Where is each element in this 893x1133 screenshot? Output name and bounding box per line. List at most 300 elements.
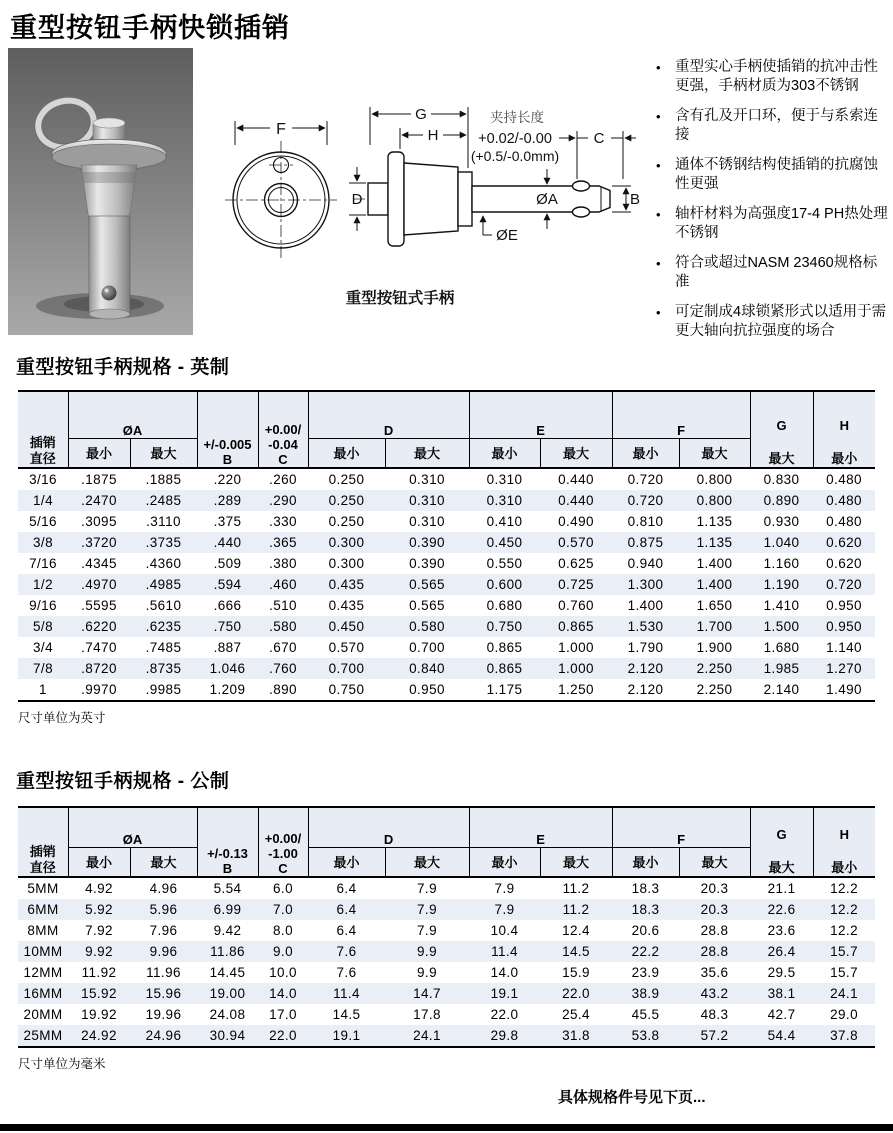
value-cell: 29.5 xyxy=(767,965,796,980)
value-cell: 14.7 xyxy=(413,986,441,1001)
spec-row xyxy=(18,490,875,511)
subheader-oa-min: 最小 xyxy=(68,847,130,877)
value-cell: 1.680 xyxy=(763,640,800,655)
value-cell: 42.7 xyxy=(767,1007,796,1022)
value-cell: 19.96 xyxy=(145,1007,182,1022)
pin-diameter-cell: 5/8 xyxy=(33,619,53,634)
value-cell: 0.570 xyxy=(328,640,365,655)
bullet-dot-icon: • xyxy=(656,256,661,271)
spec-row xyxy=(18,679,875,701)
bullet-text: 轴杆材料为高强度17-4 PH热处理不锈钢 xyxy=(675,206,888,241)
spec-row xyxy=(18,983,875,1004)
value-cell: .6235 xyxy=(145,619,182,634)
value-cell: 2.120 xyxy=(627,661,664,676)
value-cell: 1.300 xyxy=(627,577,664,592)
feature-bullet xyxy=(656,254,890,292)
metric-section-title: 重型按钮手柄规格 - 公制 xyxy=(16,771,230,792)
value-cell: 1.985 xyxy=(763,661,800,676)
value-cell: .4985 xyxy=(145,577,182,592)
value-cell: 0.800 xyxy=(696,493,733,508)
value-cell: 0.310 xyxy=(486,493,523,508)
pin-diameter-cell: 8MM xyxy=(27,923,59,938)
subheader-d-max: 最大 xyxy=(385,847,469,877)
value-cell: 0.435 xyxy=(328,598,365,613)
value-cell: 0.310 xyxy=(409,472,445,487)
value-cell: 20.6 xyxy=(631,923,660,938)
clamp-length-label: 夹持长度 xyxy=(490,110,544,125)
value-cell: 9.9 xyxy=(417,944,437,959)
value-cell: 0.680 xyxy=(486,598,523,613)
value-cell: 9.42 xyxy=(213,923,242,938)
pin-diameter-cell: 16MM xyxy=(23,986,63,1001)
spec-row xyxy=(18,658,875,679)
col-header-f: F xyxy=(612,807,750,847)
metric-unit-note: 尺寸单位为毫米 xyxy=(18,1057,106,1071)
value-cell: 11.4 xyxy=(491,944,518,959)
col-header-d: D xyxy=(308,807,469,847)
value-cell: 0.950 xyxy=(826,619,862,634)
spec-row xyxy=(18,616,875,637)
imperial-unit-note: 尺寸单位为英寸 xyxy=(18,711,106,725)
value-cell: 1.209 xyxy=(209,682,246,697)
bullet-dot-icon: • xyxy=(656,60,661,75)
value-cell: 0.720 xyxy=(627,493,664,508)
value-cell: 43.2 xyxy=(700,986,729,1001)
value-cell: 53.8 xyxy=(631,1028,660,1043)
value-cell: 9.96 xyxy=(149,944,178,959)
value-cell: .1875 xyxy=(81,472,117,487)
value-cell: 28.8 xyxy=(700,923,729,938)
value-cell: .4345 xyxy=(81,556,117,571)
value-cell: .365 xyxy=(269,535,297,550)
value-cell: .509 xyxy=(213,556,242,571)
subheader-oa-max: 最大 xyxy=(130,438,197,468)
bullet-text: 可定制成4球锁紧形式以适用于需更大轴向抗拉强度的场合 xyxy=(675,304,887,339)
value-cell: 24.96 xyxy=(145,1028,182,1043)
value-cell: 0.700 xyxy=(328,661,365,676)
value-cell: 20.3 xyxy=(700,881,729,896)
value-cell: 17.0 xyxy=(269,1007,297,1022)
pin-diameter-cell: 25MM xyxy=(23,1028,63,1043)
value-cell: 1.400 xyxy=(696,556,733,571)
value-cell: 0.865 xyxy=(486,640,523,655)
value-cell: 15.9 xyxy=(562,965,590,980)
spec-row xyxy=(18,511,875,532)
value-cell: 38.1 xyxy=(767,986,796,1001)
pin-diameter-cell: 6MM xyxy=(27,902,59,917)
value-cell: .9985 xyxy=(145,682,182,697)
value-cell: .3095 xyxy=(81,514,117,529)
value-cell: .440 xyxy=(213,535,242,550)
value-cell: 0.810 xyxy=(627,514,664,529)
dim-label-oa: ØA xyxy=(536,191,558,208)
subheader-e-max: 最大 xyxy=(540,847,612,877)
value-cell: 1.500 xyxy=(763,619,800,634)
col-header-e: E xyxy=(469,391,612,438)
value-cell: .6220 xyxy=(81,619,117,634)
dim-label-d: D xyxy=(351,191,363,208)
spec-row xyxy=(18,595,875,616)
value-cell: 1.410 xyxy=(763,598,800,613)
pin-diameter-cell: 7/16 xyxy=(29,556,57,571)
col-header-b: +/-0.005 B xyxy=(197,391,258,468)
value-cell: 7.9 xyxy=(417,923,437,938)
value-cell: 1.175 xyxy=(486,682,523,697)
subheader-e-min: 最小 xyxy=(469,438,540,468)
value-cell: 0.725 xyxy=(558,577,594,592)
spec-row xyxy=(18,877,875,899)
value-cell: 0.890 xyxy=(763,493,800,508)
value-cell: 7.0 xyxy=(273,902,293,917)
col-header-pin-diameter: 插销 直径 xyxy=(18,391,68,468)
value-cell: 19.00 xyxy=(209,986,246,1001)
value-cell: .510 xyxy=(269,598,297,613)
side-view xyxy=(368,152,610,246)
value-cell: .375 xyxy=(213,514,242,529)
value-cell: 0.620 xyxy=(826,535,862,550)
value-cell: .887 xyxy=(213,640,242,655)
value-cell: 24.08 xyxy=(209,1007,246,1022)
metric-spec-table xyxy=(18,806,875,1048)
value-cell: 48.3 xyxy=(700,1007,729,1022)
value-cell: 15.7 xyxy=(830,965,858,980)
technical-drawing xyxy=(195,95,665,310)
value-cell: 15.92 xyxy=(81,986,117,1001)
subheader-f-min: 最小 xyxy=(612,438,679,468)
bullet-dot-icon: • xyxy=(656,207,661,222)
value-cell: 0.700 xyxy=(409,640,445,655)
value-cell: 11.4 xyxy=(333,986,360,1001)
value-cell: 1.250 xyxy=(558,682,594,697)
spec-row xyxy=(18,941,875,962)
value-cell: 0.840 xyxy=(409,661,445,676)
value-cell: 11.86 xyxy=(210,944,245,959)
value-cell: 14.0 xyxy=(490,965,519,980)
value-cell: .2485 xyxy=(145,493,182,508)
value-cell: 11.2 xyxy=(562,902,590,917)
value-cell: .260 xyxy=(269,472,297,487)
value-cell: 18.3 xyxy=(631,881,660,896)
pin-diameter-cell: 3/8 xyxy=(33,535,53,550)
value-cell: 0.440 xyxy=(558,472,594,487)
value-cell: 30.94 xyxy=(209,1028,246,1043)
drawing-caption: 重型按钮式手柄 xyxy=(345,290,455,307)
value-cell: 38.9 xyxy=(631,986,660,1001)
value-cell: .290 xyxy=(269,493,297,508)
value-cell: 7.9 xyxy=(494,902,515,917)
value-cell: 1.135 xyxy=(696,514,733,529)
value-cell: .890 xyxy=(269,682,297,697)
value-cell: 14.0 xyxy=(269,986,297,1001)
value-cell: .670 xyxy=(269,640,297,655)
bullet-text: 通体不锈钢结构使插销的抗腐蚀性更强 xyxy=(675,157,878,192)
value-cell: .220 xyxy=(213,472,242,487)
value-cell: .2470 xyxy=(81,493,117,508)
pin-diameter-cell: 10MM xyxy=(23,944,63,959)
value-cell: 11.2 xyxy=(562,881,590,896)
value-cell: .5610 xyxy=(145,598,182,613)
bullet-dot-icon: • xyxy=(656,305,661,320)
value-cell: 1.140 xyxy=(826,640,862,655)
value-cell: 26.4 xyxy=(767,944,796,959)
page-title: 重型按钮手柄快锁插销 xyxy=(10,13,290,43)
spec-row xyxy=(18,574,875,595)
value-cell: 1.400 xyxy=(696,577,733,592)
value-cell: 19.1 xyxy=(490,986,519,1001)
value-cell: 0.750 xyxy=(486,619,523,634)
col-header-h: H 最小 xyxy=(813,807,875,877)
value-cell: 4.96 xyxy=(149,881,178,896)
shaft-bottom xyxy=(89,309,130,319)
value-cell: 0.250 xyxy=(328,514,365,529)
value-cell: 0.565 xyxy=(409,577,445,592)
value-cell: 6.4 xyxy=(336,881,357,896)
col-header-h: H 最小 xyxy=(813,391,875,468)
value-cell: 1.000 xyxy=(558,640,594,655)
value-cell: 2.250 xyxy=(696,661,733,676)
spec-row xyxy=(18,962,875,983)
pin-diameter-cell: 1 xyxy=(39,682,47,697)
value-cell: 7.92 xyxy=(85,923,113,938)
next-page-note: 具体规格件号见下页... xyxy=(558,1089,706,1106)
col-header-g: G 最大 xyxy=(750,391,813,468)
value-cell: 6.4 xyxy=(336,923,357,938)
pin-diameter-cell: 3/16 xyxy=(29,472,57,487)
value-cell: 0.390 xyxy=(409,556,445,571)
value-cell: 23.9 xyxy=(631,965,660,980)
value-cell: 1.135 xyxy=(696,535,733,550)
value-cell: 5.92 xyxy=(85,902,113,917)
value-cell: 25.4 xyxy=(562,1007,590,1022)
dim-label-g: G xyxy=(415,106,427,123)
value-cell: 1.046 xyxy=(209,661,246,676)
value-cell: 0.865 xyxy=(486,661,523,676)
value-cell: 11.96 xyxy=(146,965,181,980)
value-cell: 10.0 xyxy=(269,965,297,980)
value-cell: 54.4 xyxy=(767,1028,796,1043)
value-cell: 28.8 xyxy=(700,944,729,959)
value-cell: 0.450 xyxy=(486,535,523,550)
value-cell: 0.580 xyxy=(409,619,445,634)
value-cell: 0.310 xyxy=(409,493,445,508)
value-cell: 22.0 xyxy=(269,1028,297,1043)
value-cell: 14.5 xyxy=(562,944,590,959)
value-cell: 17.8 xyxy=(413,1007,441,1022)
value-cell: 21.1 xyxy=(767,881,796,896)
subheader-d-min: 最小 xyxy=(308,438,385,468)
value-cell: 7.9 xyxy=(417,902,437,917)
value-cell: 2.120 xyxy=(627,682,664,697)
value-cell: 0.480 xyxy=(826,514,862,529)
pin-diameter-cell: 9/16 xyxy=(29,598,57,613)
value-cell: 0.310 xyxy=(409,514,445,529)
col-header-g: G 最大 xyxy=(750,807,813,877)
value-cell: 0.830 xyxy=(763,472,800,487)
value-cell: 9.0 xyxy=(273,944,293,959)
page-bottom-rule xyxy=(0,1124,893,1131)
value-cell: .330 xyxy=(269,514,297,529)
value-cell: 1.490 xyxy=(826,682,862,697)
dim-label-f: F xyxy=(276,121,286,138)
value-cell: .7485 xyxy=(145,640,182,655)
col-header-oa: ØA xyxy=(68,391,197,438)
pin-diameter-cell: 5MM xyxy=(27,881,59,896)
value-cell: 10.4 xyxy=(490,923,519,938)
value-cell: .4970 xyxy=(81,577,117,592)
value-cell: .3720 xyxy=(81,535,117,550)
value-cell: 19.1 xyxy=(332,1028,361,1043)
spec-row xyxy=(18,920,875,941)
value-cell: 0.440 xyxy=(558,493,594,508)
ball-highlight xyxy=(105,289,109,293)
value-cell: 24.1 xyxy=(413,1028,441,1043)
col-header-c: +0.00/ -1.00 C xyxy=(258,807,308,877)
pin-diameter-cell: 20MM xyxy=(23,1007,63,1022)
lock-ball xyxy=(102,286,117,301)
value-cell: 0.565 xyxy=(409,598,445,613)
value-cell: 0.450 xyxy=(328,619,365,634)
value-cell: 9.92 xyxy=(85,944,113,959)
value-cell: .760 xyxy=(269,661,297,676)
col-header-d: D xyxy=(308,391,469,438)
value-cell: 15.7 xyxy=(830,944,858,959)
bullet-text: 重型实心手柄使插销的抗冲击性更强，手柄材质为303不锈钢 xyxy=(675,59,878,94)
subheader-d-max: 最大 xyxy=(385,438,469,468)
value-cell: 0.865 xyxy=(558,619,594,634)
subheader-f-min: 最小 xyxy=(612,847,679,877)
value-cell: 2.140 xyxy=(763,682,800,697)
subheader-e-max: 最大 xyxy=(540,438,612,468)
dim-label-b: B xyxy=(629,191,641,208)
value-cell: 9.9 xyxy=(417,965,437,980)
value-cell: 14.5 xyxy=(332,1007,361,1022)
value-cell: .3735 xyxy=(145,535,182,550)
col-header-e: E xyxy=(469,807,612,847)
dim-label-c: C xyxy=(593,130,605,147)
value-cell: 0.300 xyxy=(328,556,365,571)
clamp-tol-mm: (+0.5/-0.0mm) xyxy=(470,148,560,164)
value-cell: 23.6 xyxy=(767,923,796,938)
subheader-d-min: 最小 xyxy=(308,847,385,877)
value-cell: 12.2 xyxy=(830,881,858,896)
value-cell: 12.4 xyxy=(562,923,590,938)
value-cell: .580 xyxy=(269,619,297,634)
value-cell: 12.2 xyxy=(830,902,858,917)
spec-row xyxy=(18,532,875,553)
value-cell: 0.875 xyxy=(627,535,664,550)
value-cell: 22.0 xyxy=(562,986,590,1001)
bullet-text: 符合或超过NASM 23460规格标准 xyxy=(675,255,878,290)
value-cell: .380 xyxy=(269,556,297,571)
value-cell: 22.6 xyxy=(767,902,796,917)
value-cell: 0.250 xyxy=(328,472,365,487)
value-cell: 19.92 xyxy=(81,1007,117,1022)
dim-label-h: H xyxy=(427,127,439,144)
col-header-c: +0.00/ -0.04 C xyxy=(258,391,308,468)
feature-bullet xyxy=(656,156,890,194)
col-header-f: F xyxy=(612,391,750,438)
col-header-oa: ØA xyxy=(68,807,197,847)
subheader-e-min: 最小 xyxy=(469,847,540,877)
value-cell: 7.6 xyxy=(336,944,357,959)
value-cell: 0.480 xyxy=(826,493,862,508)
value-cell: 0.720 xyxy=(826,577,862,592)
pin-diameter-cell: 7/8 xyxy=(33,661,53,676)
value-cell: 0.760 xyxy=(558,598,594,613)
value-cell: 22.2 xyxy=(631,944,660,959)
value-cell: .289 xyxy=(213,493,242,508)
value-cell: .594 xyxy=(213,577,242,592)
value-cell: 0.950 xyxy=(409,682,445,697)
value-cell: .750 xyxy=(213,619,242,634)
value-cell: 6.4 xyxy=(336,902,357,917)
pin-diameter-cell: 1/2 xyxy=(33,577,53,592)
value-cell: .666 xyxy=(213,598,242,613)
value-cell: 1.900 xyxy=(696,640,733,655)
feature-bullet xyxy=(656,107,890,145)
value-cell: 4.92 xyxy=(85,881,113,896)
value-cell: 31.8 xyxy=(562,1028,590,1043)
value-cell: 29.8 xyxy=(490,1028,519,1043)
value-cell: .8720 xyxy=(81,661,117,676)
value-cell: 29.0 xyxy=(830,1007,858,1022)
dim-label-oe: ØE xyxy=(496,227,518,244)
imperial-section-title: 重型按钮手柄规格 - 英制 xyxy=(16,357,230,378)
feature-bullet xyxy=(656,58,890,96)
value-cell: 1.400 xyxy=(627,598,664,613)
value-cell: 0.490 xyxy=(558,514,594,529)
value-cell: .3110 xyxy=(146,514,181,529)
subheader-f-max: 最大 xyxy=(679,847,750,877)
value-cell: 0.800 xyxy=(696,472,733,487)
value-cell: 0.940 xyxy=(627,556,664,571)
value-cell: 7.9 xyxy=(417,881,437,896)
spec-row xyxy=(18,1004,875,1025)
feature-bullet xyxy=(656,205,890,243)
value-cell: 5.54 xyxy=(213,881,242,896)
subheader-oa-min: 最小 xyxy=(68,438,130,468)
value-cell: 0.570 xyxy=(558,535,594,550)
value-cell: 1.190 xyxy=(763,577,800,592)
value-cell: 0.720 xyxy=(627,472,664,487)
value-cell: 0.750 xyxy=(328,682,365,697)
value-cell: 2.250 xyxy=(696,682,733,697)
subheader-f-max: 最大 xyxy=(679,438,750,468)
value-cell: 0.250 xyxy=(328,493,365,508)
value-cell: 7.96 xyxy=(149,923,178,938)
col-header-pin-diameter: 插销 直径 xyxy=(18,807,68,877)
product-photo xyxy=(8,48,193,335)
value-cell: 1.160 xyxy=(763,556,800,571)
col-header-b: +/-0.13 B xyxy=(197,807,258,877)
value-cell: 6.99 xyxy=(213,902,242,917)
button-top-face xyxy=(93,118,125,128)
value-cell: 45.5 xyxy=(631,1007,660,1022)
value-cell: 7.6 xyxy=(336,965,357,980)
spec-row xyxy=(18,468,875,490)
value-cell: 57.2 xyxy=(700,1028,729,1043)
pin-diameter-cell: 5/16 xyxy=(29,514,57,529)
bullet-text: 含有孔及开口环，便于与系索连接 xyxy=(675,108,878,143)
value-cell: .8735 xyxy=(145,661,182,676)
value-cell: 24.1 xyxy=(830,986,858,1001)
value-cell: 24.92 xyxy=(81,1028,117,1043)
value-cell: 1.530 xyxy=(627,619,664,634)
value-cell: .460 xyxy=(269,577,297,592)
value-cell: .1885 xyxy=(145,472,182,487)
value-cell: 0.300 xyxy=(328,535,365,550)
pin-diameter-cell: 3/4 xyxy=(33,640,53,655)
